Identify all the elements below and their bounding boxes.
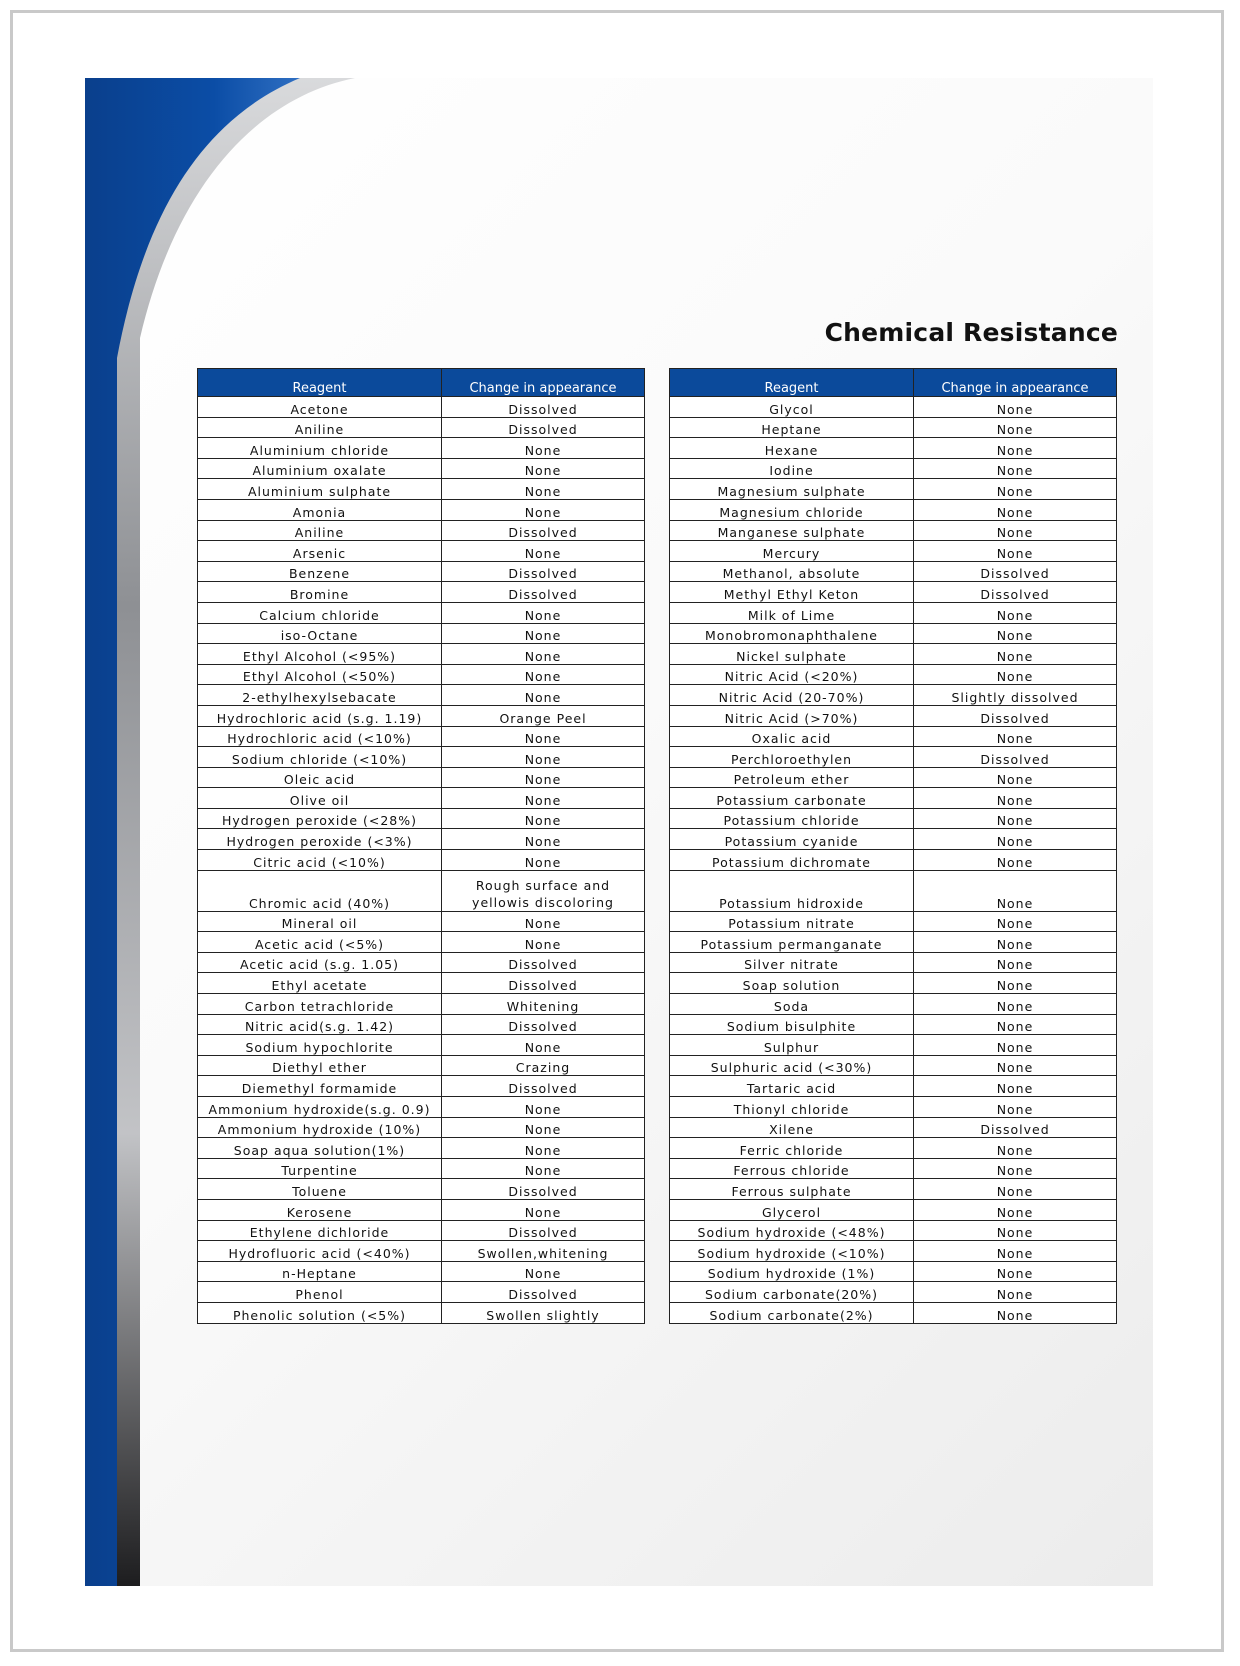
table-header-row	[670, 369, 1117, 397]
change-cell: None	[914, 417, 1117, 438]
reagent-cell: Ferrous sulphate	[670, 1179, 914, 1200]
change-cell: None	[442, 664, 645, 685]
change-cell: None	[442, 685, 645, 706]
reagent-cell: Hydrogen peroxide (<28%)	[198, 808, 442, 829]
reagent-cell: Oleic acid	[198, 767, 442, 788]
reagent-cell: Hydrogen peroxide (<3%)	[198, 829, 442, 850]
change-cell: None	[442, 829, 645, 850]
table-row	[670, 829, 1117, 850]
reagent-cell: Sodium hydroxide (<10%)	[670, 1241, 914, 1262]
reagent-cell: Ethyl Alcohol (<50%)	[198, 664, 442, 685]
reagent-cell: Silver nitrate	[670, 952, 914, 973]
change-cell: None	[914, 1055, 1117, 1076]
table-row	[670, 479, 1117, 500]
reagent-cell: Citric acid (<10%)	[198, 850, 442, 871]
change-cell: Dissolved	[442, 1220, 645, 1241]
table-row	[670, 1158, 1117, 1179]
change-cell: None	[442, 458, 645, 479]
table-row	[670, 1076, 1117, 1097]
table-row	[670, 644, 1117, 665]
change-cell: None	[914, 726, 1117, 747]
table-row	[670, 1055, 1117, 1076]
reagent-cell: Olive oil	[198, 788, 442, 809]
change-cell: Dissolved	[442, 1179, 645, 1200]
table-row	[198, 479, 645, 500]
reagent-cell: Aniline	[198, 520, 442, 541]
table-row	[198, 808, 645, 829]
change-cell: None	[442, 1261, 645, 1282]
change-cell: None	[914, 850, 1117, 871]
table-row	[670, 788, 1117, 809]
change-cell: None	[914, 664, 1117, 685]
table-row	[670, 582, 1117, 603]
table-row	[198, 1261, 645, 1282]
table-row	[670, 850, 1117, 871]
table-row	[198, 1220, 645, 1241]
reagent-cell: Potassium hidroxide	[670, 870, 914, 911]
reagent-cell: Sodium carbonate(20%)	[670, 1282, 914, 1303]
table-row	[198, 520, 645, 541]
reagent-cell: Phenolic solution (<5%)	[198, 1302, 442, 1323]
table-row	[198, 1179, 645, 1200]
table-row	[670, 994, 1117, 1015]
change-cell: None	[442, 747, 645, 768]
reagent-cell: Glycerol	[670, 1199, 914, 1220]
reagent-cell: Sodium carbonate(2%)	[670, 1302, 914, 1323]
table-row	[670, 870, 1117, 911]
table-row	[670, 1199, 1117, 1220]
table-row	[198, 870, 645, 911]
table-row	[198, 1014, 645, 1035]
table-row	[670, 458, 1117, 479]
change-cell: Dissolved	[442, 973, 645, 994]
table-row	[670, 767, 1117, 788]
change-cell: None	[914, 1138, 1117, 1159]
change-cell: None	[442, 1138, 645, 1159]
table-row	[670, 499, 1117, 520]
reagent-cell: Sodium chloride (<10%)	[198, 747, 442, 768]
table-row	[670, 541, 1117, 562]
change-cell: None	[914, 644, 1117, 665]
change-cell: Orange Peel	[442, 705, 645, 726]
table-row	[198, 767, 645, 788]
change-cell: Dissolved	[442, 1076, 645, 1097]
change-cell: None	[914, 520, 1117, 541]
reagent-cell: n-Heptane	[198, 1261, 442, 1282]
table-row	[198, 602, 645, 623]
table-row	[198, 1138, 645, 1159]
change-cell: None	[914, 479, 1117, 500]
change-cell: Dissolved	[914, 747, 1117, 768]
table-row	[670, 726, 1117, 747]
change-cell: None	[914, 952, 1117, 973]
table-row	[198, 705, 645, 726]
reagent-cell: Sulphur	[670, 1035, 914, 1056]
change-cell: None	[914, 1282, 1117, 1303]
table-row	[198, 994, 645, 1015]
table-row	[198, 829, 645, 850]
reagent-cell: Iodine	[670, 458, 914, 479]
change-cell: None	[914, 1076, 1117, 1097]
reagent-cell: Mercury	[670, 541, 914, 562]
table-row	[198, 932, 645, 953]
table-row	[198, 1282, 645, 1303]
reagent-cell: Potassium dichromate	[670, 850, 914, 871]
reagent-cell: Methanol, absolute	[670, 561, 914, 582]
table-row	[198, 1117, 645, 1138]
table-row	[198, 623, 645, 644]
change-cell: None	[442, 1117, 645, 1138]
table-row	[198, 397, 645, 418]
table-row	[670, 417, 1117, 438]
change-cell: None	[442, 1035, 645, 1056]
reagent-cell: Nitric Acid (20-70%)	[670, 685, 914, 706]
change-cell: None	[914, 458, 1117, 479]
change-cell: None	[442, 932, 645, 953]
reagent-cell: Soap aqua solution(1%)	[198, 1138, 442, 1159]
change-cell: Dissolved	[442, 1014, 645, 1035]
reagent-cell: Magnesium chloride	[670, 499, 914, 520]
change-cell: None	[442, 438, 645, 459]
table-row	[198, 788, 645, 809]
reagent-cell: Sodium hydroxide (<48%)	[670, 1220, 914, 1241]
reagent-cell: Potassium nitrate	[670, 911, 914, 932]
reagent-cell: Nitric Acid (>70%)	[670, 705, 914, 726]
table-row	[670, 1097, 1117, 1118]
change-cell: Rough surface and yellowis discoloring	[442, 870, 645, 911]
chemical-table-right	[669, 368, 1117, 1324]
table-row	[198, 911, 645, 932]
table-row	[670, 1220, 1117, 1241]
table-row	[198, 1241, 645, 1262]
reagent-cell: Aluminium oxalate	[198, 458, 442, 479]
table-header-row	[198, 369, 645, 397]
change-cell: Dissolved	[914, 705, 1117, 726]
table-row	[670, 911, 1117, 932]
table-row	[670, 1138, 1117, 1159]
reagent-cell: Magnesium sulphate	[670, 479, 914, 500]
table-row	[670, 602, 1117, 623]
table-row	[198, 685, 645, 706]
table-row	[670, 1261, 1117, 1282]
table-row	[198, 1076, 645, 1097]
table-row	[198, 1097, 645, 1118]
change-cell: Dissolved	[442, 952, 645, 973]
table-row	[670, 747, 1117, 768]
reagent-cell: Calcium chloride	[198, 602, 442, 623]
reagent-cell: Monobromonaphthalene	[670, 623, 914, 644]
table-row	[198, 973, 645, 994]
reagent-cell: Potassium permanganate	[670, 932, 914, 953]
change-cell: None	[442, 1158, 645, 1179]
table-row	[198, 952, 645, 973]
change-cell: None	[442, 1199, 645, 1220]
reagent-cell: Oxalic acid	[670, 726, 914, 747]
change-cell: None	[914, 1014, 1117, 1035]
change-cell: None	[914, 499, 1117, 520]
change-cell: None	[442, 808, 645, 829]
change-cell: None	[914, 767, 1117, 788]
change-cell: None	[442, 623, 645, 644]
table-row	[670, 973, 1117, 994]
change-cell: None	[442, 644, 645, 665]
reagent-cell: Toluene	[198, 1179, 442, 1200]
table-row	[198, 438, 645, 459]
reagent-cell: Acetic acid (s.g. 1.05)	[198, 952, 442, 973]
change-cell: Dissolved	[442, 582, 645, 603]
reagent-cell: Amonia	[198, 499, 442, 520]
change-cell: Dissolved	[442, 520, 645, 541]
reagent-cell: Sodium bisulphite	[670, 1014, 914, 1035]
table-row	[670, 685, 1117, 706]
reagent-cell: Chromic acid (40%)	[198, 870, 442, 911]
change-cell: None	[914, 911, 1117, 932]
table-row	[198, 1158, 645, 1179]
reagent-cell: Potassium cyanide	[670, 829, 914, 850]
table-row	[670, 520, 1117, 541]
reagent-cell: Hydrochloric acid (s.g. 1.19)	[198, 705, 442, 726]
change-cell: None	[914, 1241, 1117, 1262]
change-cell: None	[442, 479, 645, 500]
reagent-cell: Hydrochloric acid (<10%)	[198, 726, 442, 747]
change-cell: Crazing	[442, 1055, 645, 1076]
table-row	[670, 1179, 1117, 1200]
reagent-cell: Glycol	[670, 397, 914, 418]
change-cell: Slightly dissolved	[914, 685, 1117, 706]
table-row	[670, 1282, 1117, 1303]
change-cell: None	[914, 602, 1117, 623]
document-page	[85, 78, 1153, 1586]
table-row	[198, 458, 645, 479]
reagent-cell: Ferric chloride	[670, 1138, 914, 1159]
reagent-cell: Milk of Lime	[670, 602, 914, 623]
reagent-cell: Bromine	[198, 582, 442, 603]
change-cell: None	[914, 1035, 1117, 1056]
change-cell: None	[914, 1261, 1117, 1282]
column-header-reagent: Reagent	[198, 369, 442, 397]
reagent-cell: Nitric acid(s.g. 1.42)	[198, 1014, 442, 1035]
change-cell: None	[442, 499, 645, 520]
change-cell: None	[914, 1097, 1117, 1118]
table-row	[198, 747, 645, 768]
reagent-cell: Hydrofluoric acid (<40%)	[198, 1241, 442, 1262]
change-cell: None	[914, 829, 1117, 850]
change-cell: Dissolved	[914, 1117, 1117, 1138]
reagent-cell: Nitric Acid (<20%)	[670, 664, 914, 685]
reagent-cell: Sodium hypochlorite	[198, 1035, 442, 1056]
reagent-cell: Potassium carbonate	[670, 788, 914, 809]
table-row	[670, 1117, 1117, 1138]
reagent-cell: Sodium hydroxide (1%)	[670, 1261, 914, 1282]
change-cell: None	[914, 623, 1117, 644]
change-cell: None	[914, 870, 1117, 911]
change-cell: Swollen,whitening	[442, 1241, 645, 1262]
reagent-cell: Diethyl ether	[198, 1055, 442, 1076]
reagent-cell: Thionyl chloride	[670, 1097, 914, 1118]
reagent-cell: Benzene	[198, 561, 442, 582]
reagent-cell: Carbon tetrachloride	[198, 994, 442, 1015]
reagent-cell: Tartaric acid	[670, 1076, 914, 1097]
reagent-cell: Phenol	[198, 1282, 442, 1303]
reagent-cell: Xilene	[670, 1117, 914, 1138]
reagent-cell: Perchloroethylen	[670, 747, 914, 768]
reagent-cell: 2-ethylhexylsebacate	[198, 685, 442, 706]
reagent-cell: Manganese sulphate	[670, 520, 914, 541]
reagent-cell: Soda	[670, 994, 914, 1015]
table-row	[670, 808, 1117, 829]
page-title: Chemical Resistance	[824, 318, 1118, 347]
change-cell: None	[914, 541, 1117, 562]
change-cell: None	[914, 1179, 1117, 1200]
reagent-cell: Aluminium sulphate	[198, 479, 442, 500]
change-cell: None	[442, 788, 645, 809]
table-row	[198, 850, 645, 871]
table-row	[670, 664, 1117, 685]
table-row	[198, 664, 645, 685]
reagent-cell: Arsenic	[198, 541, 442, 562]
column-header-change: Change in appearance	[442, 369, 645, 397]
table-row	[670, 561, 1117, 582]
reagent-cell: Ammonium hydroxide(s.g. 0.9)	[198, 1097, 442, 1118]
table-row	[670, 1014, 1117, 1035]
change-cell: None	[442, 602, 645, 623]
change-cell: None	[914, 994, 1117, 1015]
change-cell: None	[914, 438, 1117, 459]
reagent-cell: iso-Octane	[198, 623, 442, 644]
table-row	[198, 644, 645, 665]
table-row	[670, 952, 1117, 973]
reagent-cell: Sulphuric acid (<30%)	[670, 1055, 914, 1076]
table-row	[198, 1199, 645, 1220]
reagent-cell: Hexane	[670, 438, 914, 459]
reagent-cell: Ethyl Alcohol (<95%)	[198, 644, 442, 665]
change-cell: Swollen slightly	[442, 1302, 645, 1323]
reagent-cell: Ferrous chloride	[670, 1158, 914, 1179]
change-cell: Dissolved	[914, 582, 1117, 603]
reagent-cell: Nickel sulphate	[670, 644, 914, 665]
table-row	[670, 705, 1117, 726]
table-row	[198, 1302, 645, 1323]
table-row	[198, 1035, 645, 1056]
table-row	[198, 499, 645, 520]
reagent-cell: Ethylene dichloride	[198, 1220, 442, 1241]
table-row	[670, 438, 1117, 459]
change-cell: None	[442, 911, 645, 932]
change-cell: None	[914, 1199, 1117, 1220]
reagent-cell: Heptane	[670, 417, 914, 438]
reagent-cell: Petroleum ether	[670, 767, 914, 788]
table-row	[670, 932, 1117, 953]
change-cell: None	[442, 1097, 645, 1118]
table-row	[670, 397, 1117, 418]
change-cell: None	[914, 973, 1117, 994]
reagent-cell: Aniline	[198, 417, 442, 438]
table-row	[198, 561, 645, 582]
change-cell: None	[914, 1302, 1117, 1323]
column-header-reagent: Reagent	[670, 369, 914, 397]
table-row	[198, 1055, 645, 1076]
reagent-cell: Methyl Ethyl Keton	[670, 582, 914, 603]
reagent-cell: Turpentine	[198, 1158, 442, 1179]
change-cell: Dissolved	[914, 561, 1117, 582]
reagent-cell: Soap solution	[670, 973, 914, 994]
change-cell: None	[914, 397, 1117, 418]
change-cell: Whitening	[442, 994, 645, 1015]
change-cell: Dissolved	[442, 1282, 645, 1303]
table-row	[198, 417, 645, 438]
chemical-table-left	[197, 368, 645, 1324]
column-header-change: Change in appearance	[914, 369, 1117, 397]
reagent-cell: Kerosene	[198, 1199, 442, 1220]
change-cell: Dissolved	[442, 397, 645, 418]
change-cell: None	[914, 788, 1117, 809]
reagent-cell: Ammonium hydroxide (10%)	[198, 1117, 442, 1138]
table-row	[198, 726, 645, 747]
change-cell: None	[914, 808, 1117, 829]
change-cell: None	[914, 932, 1117, 953]
table-row	[670, 1035, 1117, 1056]
change-cell: None	[442, 726, 645, 747]
change-cell: Dissolved	[442, 561, 645, 582]
change-cell: None	[914, 1220, 1117, 1241]
table-row	[198, 541, 645, 562]
reagent-cell: Aluminium chloride	[198, 438, 442, 459]
reagent-cell: Mineral oil	[198, 911, 442, 932]
reagent-cell: Diemethyl formamide	[198, 1076, 442, 1097]
reagent-cell: Acetone	[198, 397, 442, 418]
change-cell: None	[442, 850, 645, 871]
table-row	[670, 623, 1117, 644]
table-row	[670, 1302, 1117, 1323]
reagent-cell: Acetic acid (<5%)	[198, 932, 442, 953]
change-cell: Dissolved	[442, 417, 645, 438]
reagent-cell: Potassium chloride	[670, 808, 914, 829]
table-row	[670, 1241, 1117, 1262]
change-cell: None	[442, 767, 645, 788]
table-row	[198, 582, 645, 603]
change-cell: None	[442, 541, 645, 562]
reagent-cell: Ethyl acetate	[198, 973, 442, 994]
change-cell: None	[914, 1158, 1117, 1179]
